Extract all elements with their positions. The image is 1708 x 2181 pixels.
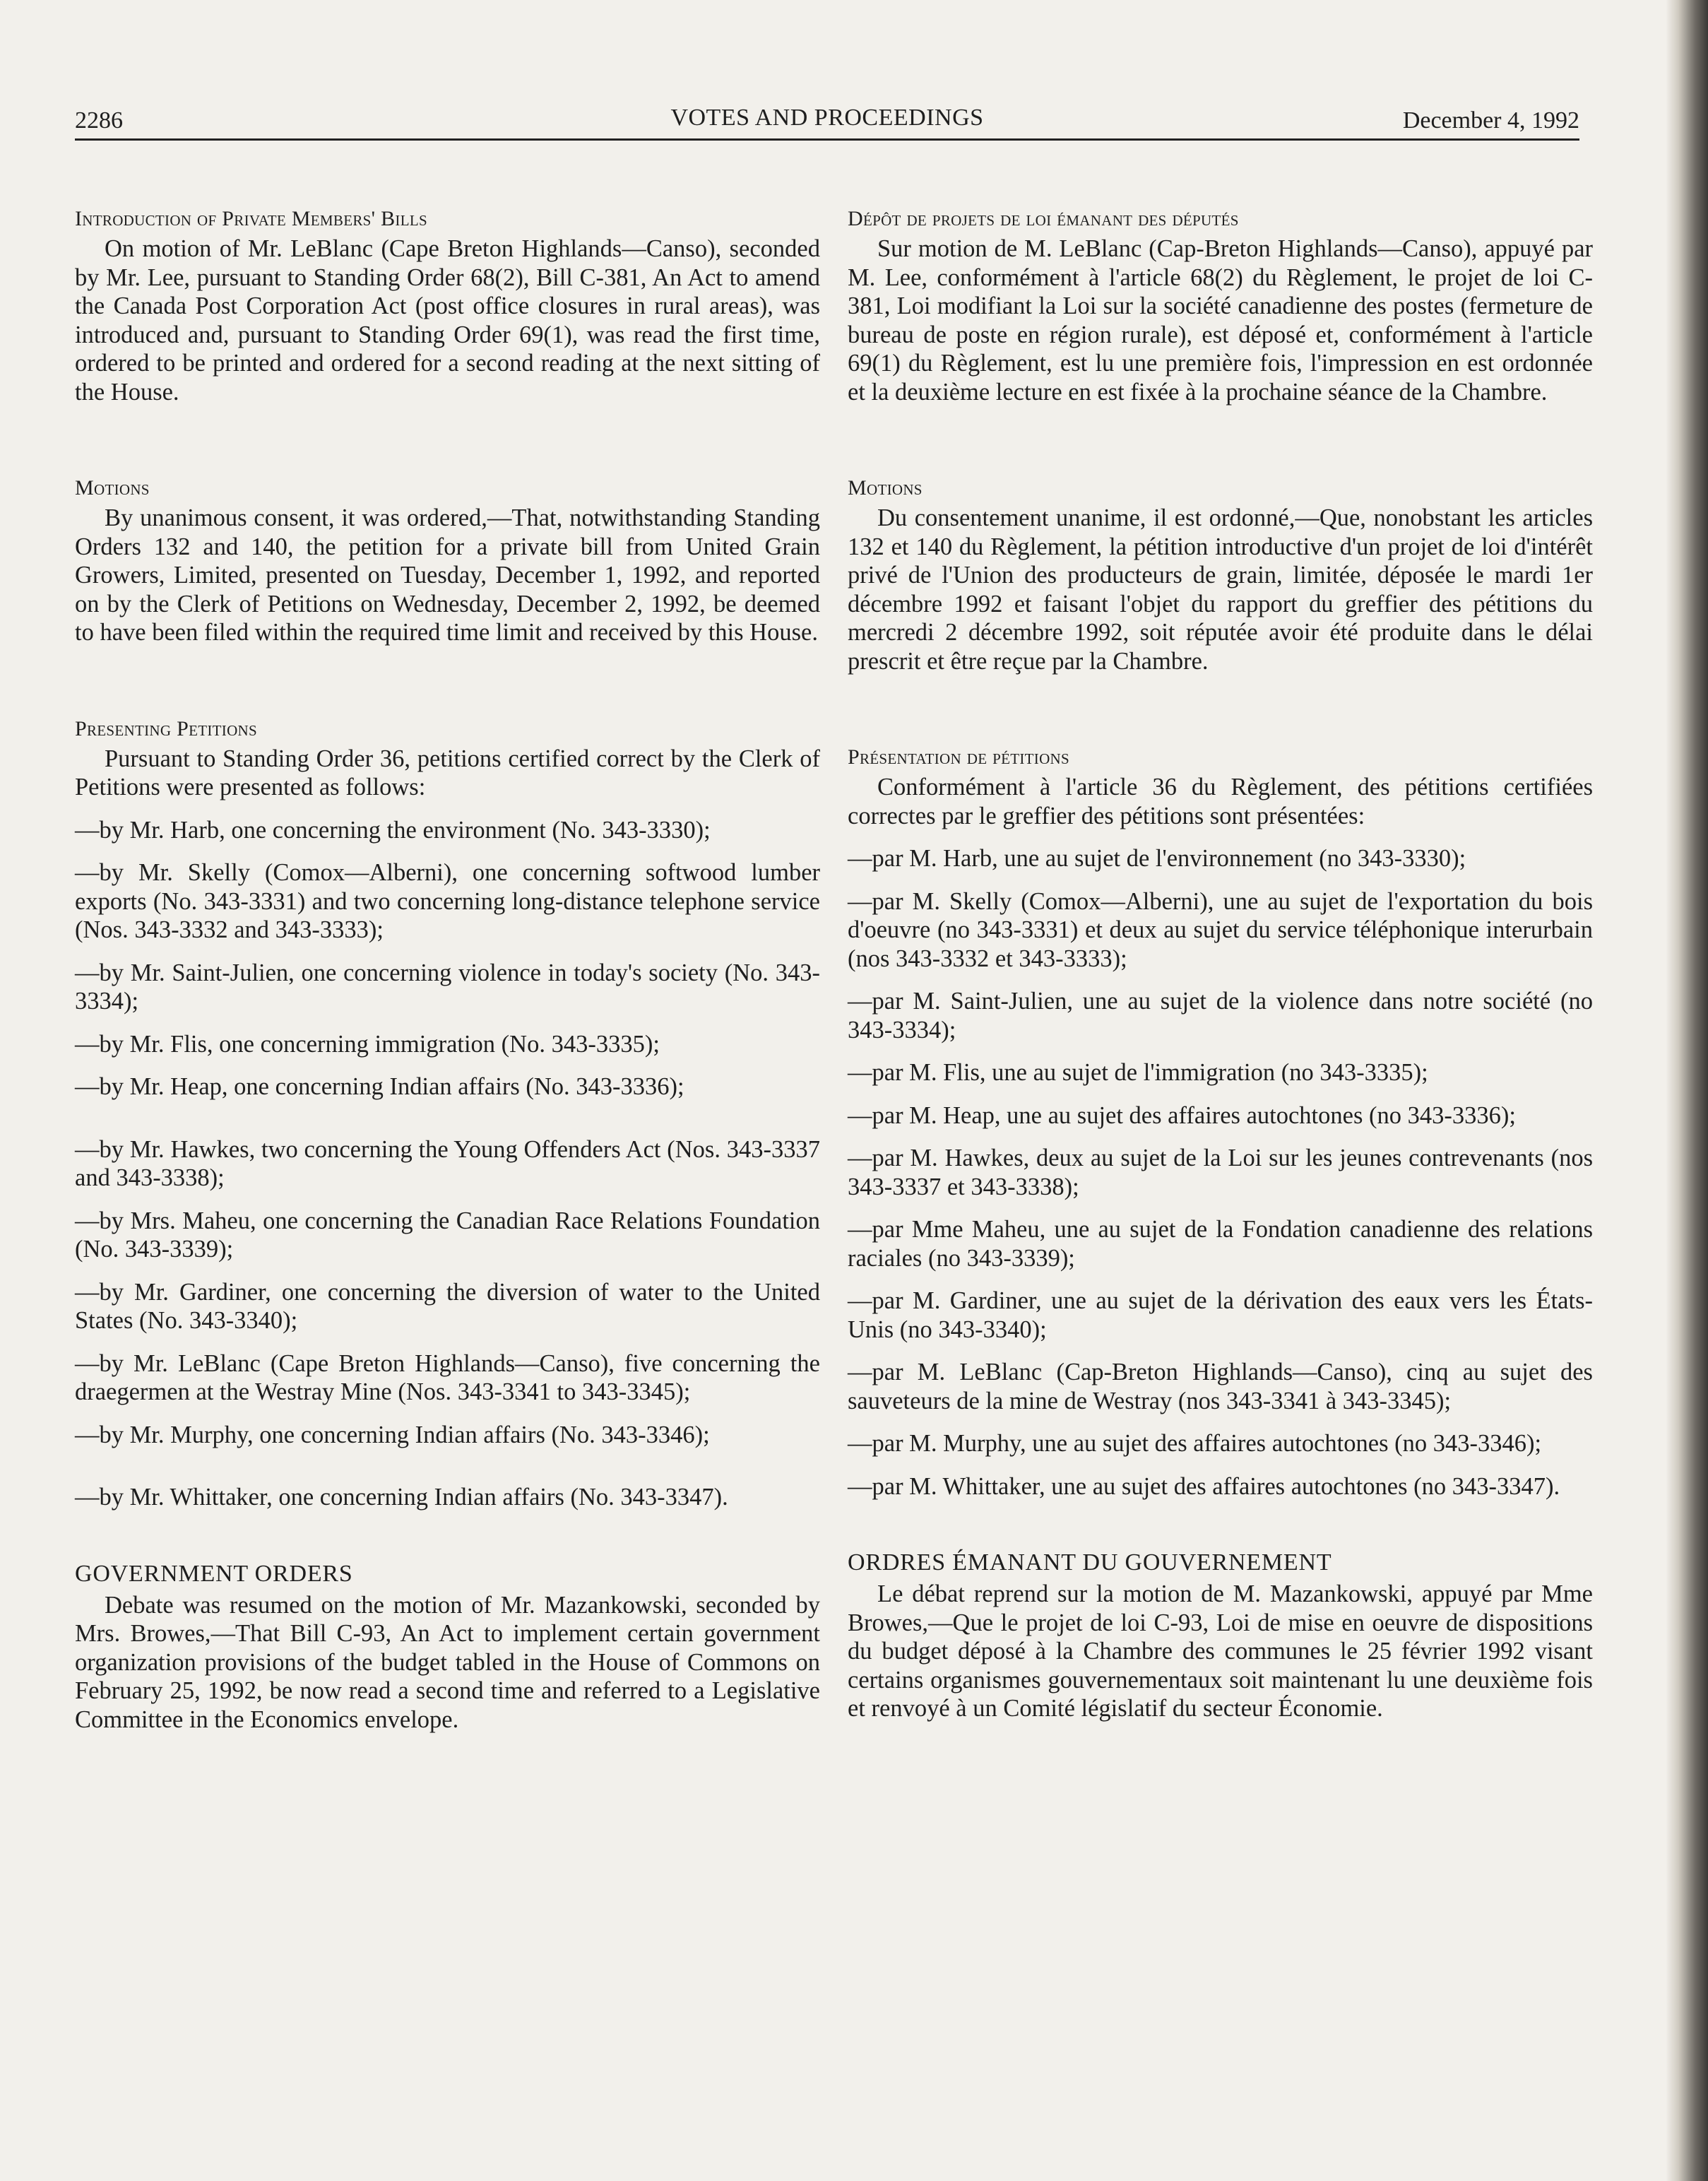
petition-item: —par M. Flis, une au sujet de l'immigration (no 343-3335); [848,1059,1428,1086]
section-presenting-petitions [848,745,1593,1501]
section-heading: Dépôt de projets de loi émanant des députés [848,207,1239,230]
petition-item: —par M. Saint-Julien, une au sujet de la violence dans notre société (no 343-3334); [848,988,1593,1044]
section-motions [848,475,1593,675]
petitions-intro: Conformément à l'article 36 du Règlement, des pétitions certifiées correctes par le greffier des pétitions sont présentées: [848,774,1593,829]
section-heading: Présentation de pétitions [848,745,1069,769]
section-introduction-of-bills [75,206,820,406]
french-column [848,206,1593,1723]
petition-item: —by Mr. Whittaker, one concerning Indian affairs (No. 343-3347). [75,1484,728,1511]
petitions-intro: Pursuant to Standing Order 36, petitions certified correct by the Clerk of Petitions were presented as follows: [75,745,820,800]
petition-item: —par M. Skelly (Comox—Alberni), une au sujet de l'exportation du bois d'oeuvre (no 343-3331) et deux au sujet du service téléphonique interurbain (nos 343-3332 et 343-3333); [848,887,1593,972]
section-government-orders [75,1560,820,1734]
section-paragraph: Sur motion de M. LeBlanc (Cap-Breton Highlands—Canso), appuyé par M. Lee, conformément à l'article 68(2) du Règlement, le projet de loi C-381, Loi modifiant la Loi sur la société canadienne des postes (fermeture de bureau de poste en région rurale), est déposé et, conformément à l'article 69(1) du Règlement, est lu une première fois, l'impression en est ordonnée et la deuxième lecture en est fixée à la prochaine séance de la Chambre. [848,235,1593,406]
section-presenting-petitions [75,716,820,1512]
page-binding-shadow [1666,0,1708,2181]
section-paragraph: Debate was resumed on the motion of Mr. Mazankowski, seconded by Mrs. Browes,—That Bill C-93, An Act to implement certain government organization provisions of the budget tabled in the House of Commons on February 25, 1992, be now read a second time and referred to a Legislative Committee in the Economics envelope. [75,1591,820,1733]
section-heading: Motions [75,476,150,500]
petition-item: —by Mr. Heap, one concerning Indian affairs (No. 343-3336); [75,1073,684,1100]
section-paragraph: By unanimous consent, it was ordered,—That, notwithstanding Standing Orders 132 and 140, the petition for a private bill from United Grain Growers, Limited, presented on Tuesday, December 1, 1992, and reported on by the Clerk of Petitions on Wednesday, December 2, 1992, be deemed to have been filed within the required time limit and received by this House. [75,504,820,646]
petition-item: —by Mr. Hawkes, two concerning the Young Offenders Act (Nos. 343-3337 and 343-3338); [75,1135,820,1191]
publication-title: VOTES AND PROCEEDINGS [670,105,984,131]
english-column [75,206,820,1734]
section-introduction-of-bills [848,206,1593,406]
petition-item: —by Mrs. Maheu, one concerning the Canadian Race Relations Foundation (No. 343-3339); [75,1207,820,1263]
petition-item: —par Mme Maheu, une au sujet de la Fondation canadienne des relations raciales (no 343-3339); [848,1216,1593,1272]
petition-item: —par M. Hawkes, deux au sujet de la Loi sur les jeunes contrevenants (nos 343-3337 et 343-3338); [848,1145,1593,1200]
petition-item: —by Mr. LeBlanc (Cape Breton Highlands—Canso), five concerning the draegermen at the Westray Mine (Nos. 343-3341 to 343-3345); [75,1349,820,1405]
petition-item: —par M. Whittaker, une au sujet des affaires autochtones (no 343-3347). [848,1472,1560,1500]
section-heading: GOVERNMENT ORDERS [75,1560,353,1587]
header-date: December 4, 1992 [1402,107,1579,134]
section-heading: Motions [848,476,923,500]
section-heading: Presenting Petitions [75,716,258,740]
petition-item: —par M. Gardiner, une au sujet de la dérivation des eaux vers les États-Unis (no 343-3340); [848,1287,1593,1343]
section-paragraph: Le débat reprend sur la motion de M. Mazankowski, appuyé par Mme Browes,—Que le projet de loi C-93, Loi de mise en oeuvre de dispositions du budget déposé à la Chambre des communes le 25 février 1992 visant certains organismes gouvernementaux soit maintenant lu une deuxième fois et renvoyé à un Comité législatif du secteur Économie. [848,1580,1593,1722]
petition-item: —par M. Murphy, une au sujet des affaires autochtones (no 343-3346); [848,1430,1542,1457]
petition-item: —by Mr. Flis, one concerning immigration (No. 343-3335); [75,1030,660,1058]
section-motions [75,475,820,647]
petition-item: —par M. Heap, une au sujet des affaires autochtones (no 343-3336); [848,1101,1516,1129]
petition-item: —par M. LeBlanc (Cap-Breton Highlands—Canso), cinq au sujet des sauveteurs de la mine de Westray (nos 343-3341 à 343-3345); [848,1359,1593,1414]
petition-item: —by Mr. Murphy, one concerning Indian affairs (No. 343-3346); [75,1421,710,1448]
petition-item: —by Mr. Skelly (Comox—Alberni), one concerning softwood lumber exports (No. 343-3331) and two concerning long-distance telephone service (Nos. 343-3332 and 343-3333); [75,859,820,943]
section-heading: Introduction of Private Members' Bills [75,207,427,230]
section-government-orders [848,1549,1593,1723]
page-number: 2286 [75,107,123,134]
petition-item: —by Mr. Saint-Julien, one concerning violence in today's society (No. 343-3334); [75,959,820,1015]
petition-item: —par M. Harb, une au sujet de l'environnement (no 343-3330); [848,845,1466,872]
section-paragraph: Du consentement unanime, il est ordonné,—Que, nonobstant les articles 132 et 140 du Règlement, la pétition introductive d'un projet de loi d'intérêt privé de l'Union des producteurs de grain, limitée, déposée le mardi 1er décembre 1992 et faisant l'objet du rapport du greffier des pétitions du mercredi 2 décembre 1992, soit réputée avoir été produite dans le délai prescrit et être reçue par la Chambre. [848,504,1593,675]
section-paragraph: On motion of Mr. LeBlanc (Cape Breton Highlands—Canso), seconded by Mr. Lee, pursuant to Standing Order 68(2), Bill C-381, An Act to amend the Canada Post Corporation Act (post office closures in rural areas), was introduced and, pursuant to Standing Order 69(1), was read the first time, ordered to be printed and ordered for a second reading at the next sitting of the House. [75,235,820,406]
petition-item: —by Mr. Gardiner, one concerning the diversion of water to the United States (No. 343-3340); [75,1278,820,1334]
petition-item: —by Mr. Harb, one concerning the environment (No. 343-3330); [75,816,711,844]
running-header [75,105,1579,140]
header-rule [75,138,1579,141]
section-heading: ORDRES ÉMANANT DU GOUVERNEMENT [848,1549,1332,1576]
